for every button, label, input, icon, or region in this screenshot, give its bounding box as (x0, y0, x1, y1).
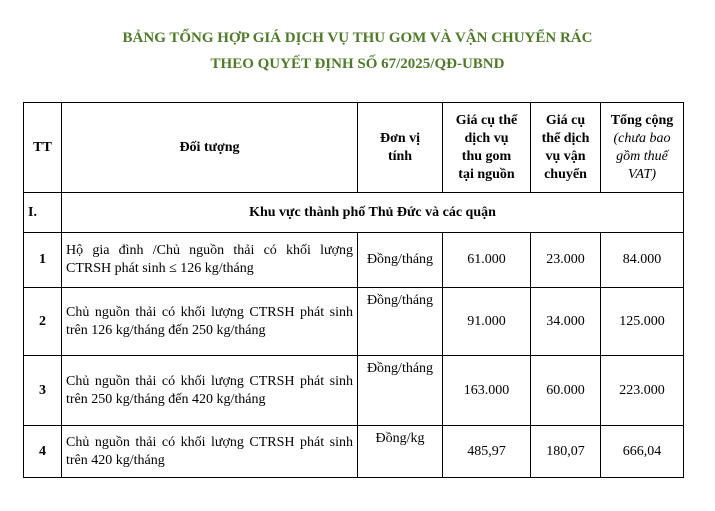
table-header-row (24, 103, 684, 193)
header-transport-line-2: thể dịch (541, 130, 590, 146)
header-tt: TT (24, 103, 62, 193)
row-transport-price: 34.000 (531, 288, 601, 356)
document-title-line-2: THEO QUYẾT ĐỊNH SỐ 67/2025/QĐ-UBND (210, 56, 505, 72)
table-row (24, 288, 684, 356)
header-total-note-line-2: gồm thuế (616, 148, 668, 164)
row-unit: Đồng/tháng (358, 288, 443, 356)
row-collect-price: 163.000 (443, 356, 531, 426)
row-collect-price: 91.000 (443, 288, 531, 356)
header-unit-line-1: Đơn vị (379, 130, 421, 146)
table-row (24, 426, 684, 478)
row-tt: 1 (24, 233, 62, 288)
section-label: Khu vực thành phố Thủ Đức và các quận (62, 193, 684, 233)
header-collect-line-1: Giá cụ thể (455, 112, 518, 128)
header-unit-line-2: tính (387, 148, 413, 164)
header-total (601, 103, 684, 193)
document-title-line-1: BẢNG TỔNG HỢP GIÁ DỊCH VỤ THU GOM VÀ VẬN CHUYỂN RÁC (122, 30, 593, 46)
row-unit: Đồng/kg (358, 426, 443, 478)
section-index: I. (24, 193, 62, 233)
header-total-line-1: Tổng cộng (610, 112, 674, 128)
header-transport-price (531, 103, 601, 193)
row-object: Hộ gia đình /Chủ nguồn thải có khối lượng CTRSH phát sinh ≤ 126 kg/tháng (62, 233, 358, 288)
header-collect-price (443, 103, 531, 193)
header-unit (358, 103, 443, 193)
table-row (24, 233, 684, 288)
header-transport-line-4: chuyển (544, 166, 587, 182)
row-tt: 4 (24, 426, 62, 478)
header-object: Đối tượng (62, 103, 358, 193)
price-table (23, 102, 684, 478)
row-collect-price: 485,97 (443, 426, 531, 478)
row-transport-price: 180,07 (531, 426, 601, 478)
section-row (24, 193, 684, 233)
row-total: 223.000 (601, 356, 684, 426)
row-collect-price: 61.000 (443, 233, 531, 288)
header-total-note-line-1: (chưa bao (613, 130, 671, 146)
row-total: 666,04 (601, 426, 684, 478)
row-object: Chủ nguồn thải có khối lượng CTRSH phát sinh trên 420 kg/tháng (62, 426, 358, 478)
row-transport-price: 60.000 (531, 356, 601, 426)
row-unit: Đồng/tháng (358, 233, 443, 288)
header-collect-line-4: tại nguồn (458, 166, 515, 182)
row-tt: 3 (24, 356, 62, 426)
row-total: 84.000 (601, 233, 684, 288)
row-tt: 2 (24, 288, 62, 356)
header-collect-line-3: thu gom (461, 148, 512, 164)
header-total-note-line-3: VAT) (628, 166, 656, 182)
header-transport-line-3: vụ vận (545, 148, 586, 164)
row-object: Chủ nguồn thải có khối lượng CTRSH phát sinh trên 250 kg/tháng đến 420 kg/tháng (62, 356, 358, 426)
row-transport-price: 23.000 (531, 233, 601, 288)
header-collect-line-2: dịch vụ (464, 130, 509, 146)
row-unit: Đồng/tháng (358, 356, 443, 426)
header-transport-line-1: Giá cụ (545, 112, 586, 128)
row-object: Chủ nguồn thải có khối lượng CTRSH phát sinh trên 126 kg/tháng đến 250 kg/tháng (62, 288, 358, 356)
row-total: 125.000 (601, 288, 684, 356)
table-row (24, 356, 684, 426)
